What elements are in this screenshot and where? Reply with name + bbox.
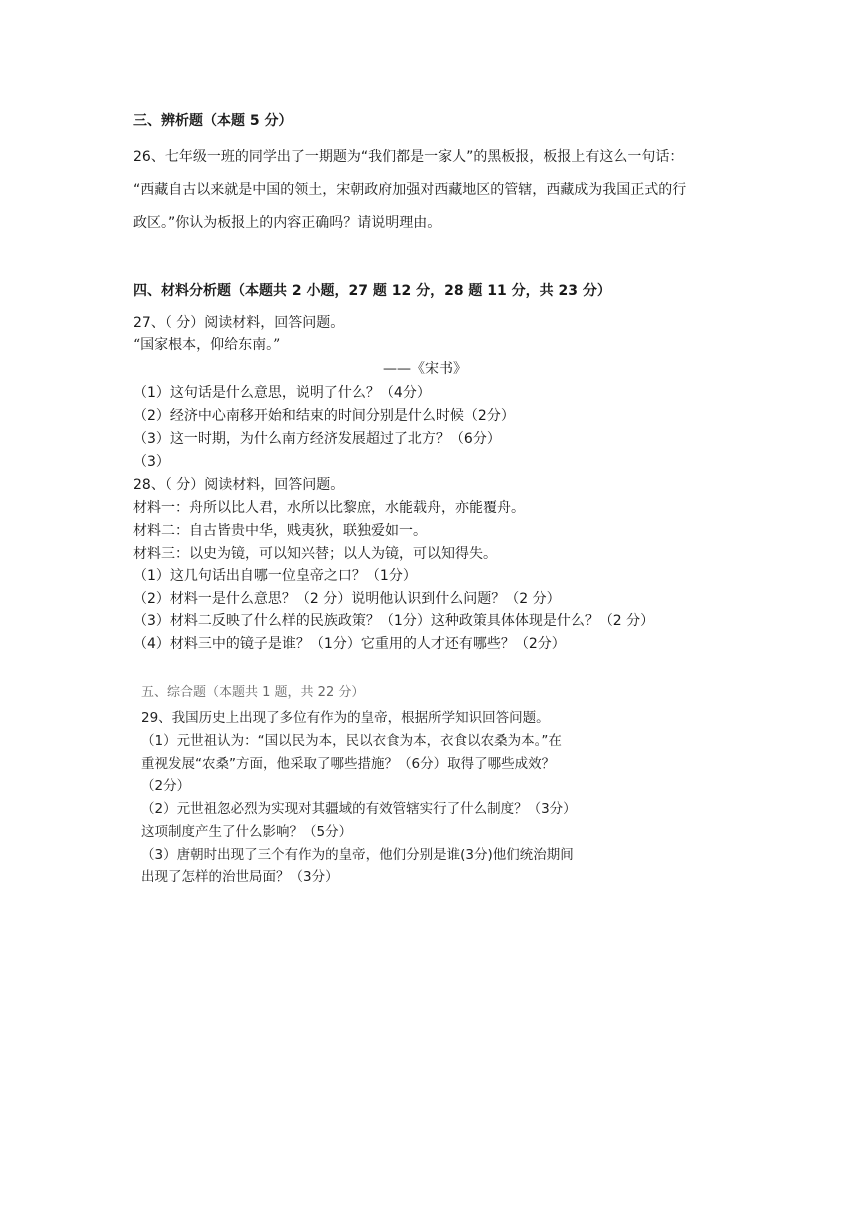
q27-item-1: （1）这句话是什么意思，说明了什么？（4分）	[133, 385, 431, 401]
q26-line-1: 26、七年级一班的同学出了一期题为“我们都是一家人”的黑板报，板报上有这么一句话：	[133, 149, 684, 165]
q27-quote: “国家根本，仰给东南。”	[133, 337, 281, 353]
q28-item-1: （1）这几句话出自哪一位皇帝之口？（1分）	[133, 568, 417, 584]
q26-line-3: 政区。”你认为板报上的内容正确吗？请说明理由。	[133, 215, 442, 231]
q29-line-8: 出现了怎样的治世局面？（3分）	[141, 869, 339, 885]
q28-item-3: （3）材料二反映了什么样的民族政策？（1分）这种政策具体体现是什么？（2 分）	[133, 613, 655, 629]
q29-line-4: （2分）	[141, 778, 191, 794]
q27-source: ——《宋书》	[383, 361, 467, 377]
q27-item-4: （3）	[133, 454, 170, 470]
q28-material-3: 材料三：以史为镜，可以知兴替；以人为镜，可以知得失。	[133, 546, 497, 562]
q29-line-6: 这项制度产生了什么影响？（5分）	[141, 824, 353, 840]
section4-heading: 四、材料分析题（本题共 2 小题，27 题 12 分，28 题 11 分，共 23 分）	[133, 283, 611, 299]
q28-stem: 28、（ 分）阅读材料，回答问题。	[133, 477, 345, 493]
q27-item-3: （3）这一时期，为什么南方经济发展超过了北方？（6分）	[133, 431, 501, 447]
q28-material-2: 材料二：自古皆贵中华，贱夷狄，联独爱如一。	[133, 523, 427, 539]
q27-stem: 27、（ 分）阅读材料，回答问题。	[133, 315, 345, 331]
q29-line-5: （2）元世祖忽必烈为实现对其疆域的有效管辖实行了什么制度？（3分）	[141, 801, 577, 817]
q29-line-1: 29、我国历史上出现了多位有作为的皇帝，根据所学知识回答问题。	[141, 710, 550, 726]
q29-line-7: （3）唐朝时出现了三个有作为的皇帝，他们分别是谁(3分)他们统治期间	[141, 847, 574, 863]
q29-line-2: （1）元世祖认为：“国以民为本，民以衣食为本，衣食以农桑为本。”在	[141, 733, 562, 749]
q28-item-2: （2）材料一是什么意思？（2 分）说明他认识到什么问题？（2 分）	[133, 591, 561, 607]
q26-line-2: “西藏自古以来就是中国的领土，宋朝政府加强对西藏地区的管辖，西藏成为我国正式的行	[133, 182, 687, 198]
q28-material-1: 材料一：舟所以比人君，水所以比黎庶，水能载舟，亦能覆舟。	[133, 500, 525, 516]
section5-heading: 五、综合题（本题共 1 题，共 22 分）	[141, 685, 365, 700]
q29-line-3: 重视发展“农桑”方面，他采取了哪些措施？（6分）取得了哪些成效？	[141, 756, 556, 772]
q27-item-2: （2）经济中心南移开始和结束的时间分别是什么时候（2分）	[133, 408, 515, 424]
section3-heading: 三、辨析题（本题 5 分）	[133, 113, 293, 129]
q28-item-4: （4）材料三中的镜子是谁？（1分）它重用的人才还有哪些？（2分）	[133, 636, 566, 652]
